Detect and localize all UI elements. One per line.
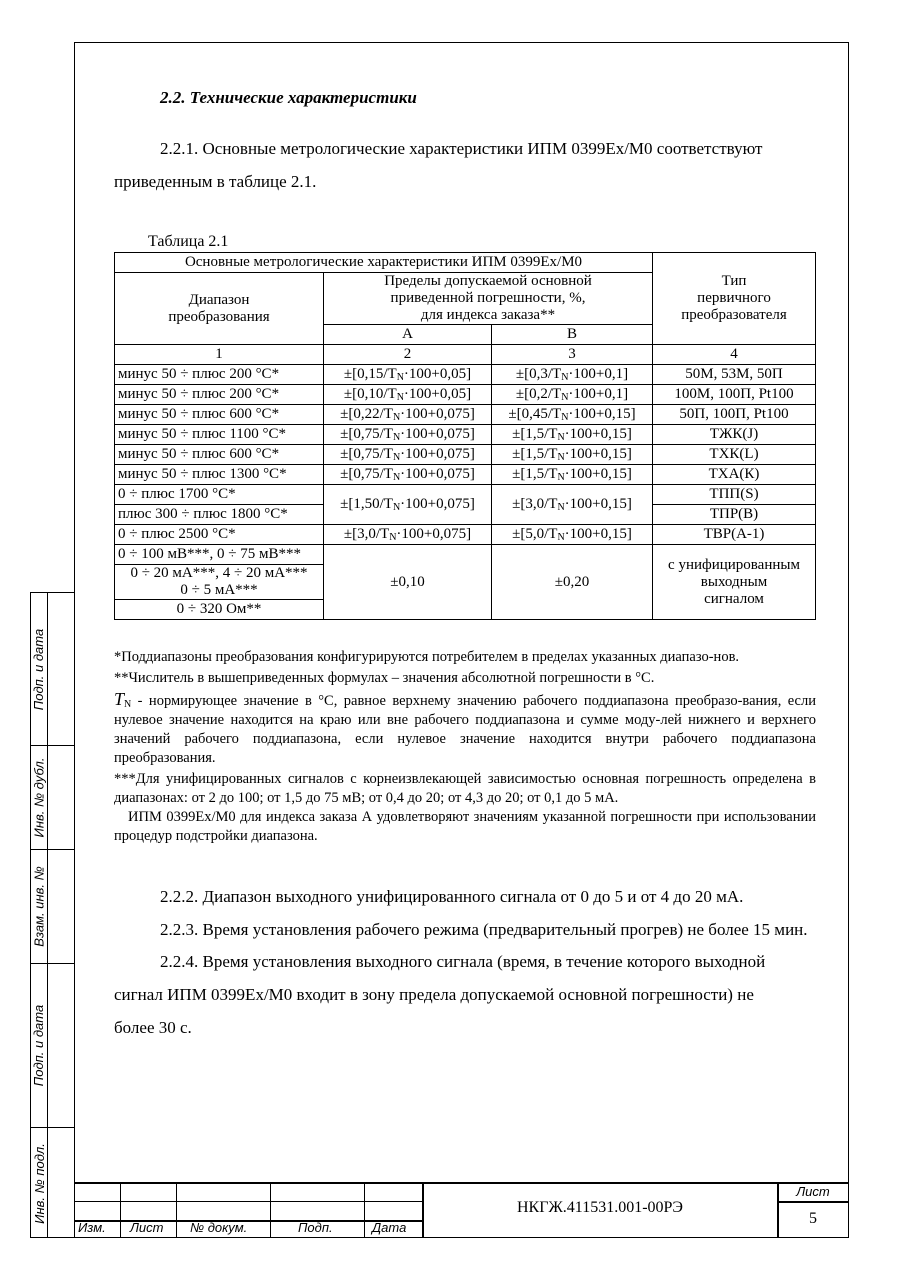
- side-label-orig-inv: Инв. № подл.: [31, 1142, 47, 1224]
- label-izm: Изм.: [78, 1220, 106, 1235]
- header-limits: Пределы допускаемой основной приведенной погрешности, %, для индекса заказа**: [324, 273, 653, 325]
- section-heading: 2.2. Технические характеристики: [160, 88, 417, 107]
- table-row: минус 50 ÷ плюс 200 °С* $\pm[0,15/T_N\cdot 100+0,05]$ $\pm[0,3/T_N\cdot 100+0,1]$ 50М, 53М, 50П: [115, 365, 816, 385]
- table-row: минус 50 ÷ плюс 600 °С* $\pm[0,22/T_N\cdot 100+0,075]$ $\pm[0,45/T_N\cdot 100+0,15]$ 50П, 100П, Pt100: [115, 405, 816, 425]
- table-number-row: 1 2 3 4: [115, 345, 816, 365]
- header-index-a: А: [324, 325, 492, 345]
- table-title: Основные метрологические характеристики ИПМ 0399Ex/М0: [115, 253, 653, 273]
- paragraph-2-2-3: 2.2.3. Время установления рабочего режима (предварительный прогрев) не более 15 мин.: [160, 920, 808, 939]
- table-row: минус 50 ÷ плюс 200 °С* $\pm[0,10/T_N\cdot 100+0,05]$ $\pm[0,2/T_N\cdot 100+0,1]$ 100М, 100П, Pt100: [115, 385, 816, 405]
- paragraph-2-2-2: 2.2.2. Диапазон выходного унифицированного сигнала от 0 до 5 и от 4 до 20 мА.: [160, 887, 744, 906]
- table-row: 0 ÷ плюс 1700 °С* $\pm[1,50/T_N\cdot 100+0,075]$ $\pm[3,0/T_N\cdot 100+0,15]$ ТПП(S): [115, 485, 816, 505]
- side-label-sign-date-1: Подп. и дата: [31, 628, 47, 710]
- table-row: 0 ÷ плюс 2500 °С* $\pm[3,0/T_N\cdot 100+0,075]$ $\pm[5,0/T_N\cdot 100+0,15]$ ТВР(А-1): [115, 525, 816, 545]
- table-caption: Таблица 2.1: [148, 233, 229, 250]
- paragraph-2-2-1-line2: приведенным в таблице 2.1.: [114, 172, 317, 191]
- note-1: *Поддиапазоны преобразования конфигурируются потребителем в пределах указанных диапазо-нов.: [114, 649, 740, 665]
- title-block: [74, 1182, 849, 1238]
- paragraph-2-2-4-line3: более 30 с.: [114, 1018, 192, 1037]
- header-type: Тип первичного преобразователя: [653, 253, 816, 345]
- paragraph-2-2-4-line1: 2.2.4. Время установления выходного сигнала (время, в течение которого выходной: [160, 952, 766, 971]
- label-dokum: № докум.: [190, 1220, 248, 1235]
- side-label-dup-inv: Инв. № дубл.: [31, 757, 47, 837]
- note-4: ***Для унифицированных сигналов с корнеизвлекающей зависимостью основная погрешность определена в диапазонах: от 2 до 100; от 1,5 до 75 мВ; от 0,4 до 20; от 4,3 до 20; от 0,1 до 5 мА.: [114, 771, 816, 806]
- note-5: ИПМ 0399Ex/М0 для индекса заказа А удовлетворяют значениям указанной погрешности при использовании процедур подстройки диапазона.: [114, 809, 816, 844]
- label-data: Дата: [372, 1220, 407, 1235]
- metrology-table: [114, 252, 816, 620]
- document-designation: НКГЖ.411531.001-00РЭ: [516, 1199, 683, 1216]
- paragraph-2-2-4-line2: сигнал ИПМ 0399Ex/М0 входит в зону предела допускаемой основной погрешности) не: [114, 985, 754, 1004]
- note-3: $T_N$ - нормирующее значение в °С, равное верхнему значению рабочего поддиапазона преобразо-вания, если нулевое значение находится на краю или вне рабочего поддиапазона и сумме моду-лей нижнего и верхнего значений рабочего поддиапазона, если нулевое значение находится внутри рабочего поддиапазона преобразования.: [114, 689, 816, 766]
- table-notes: [114, 648, 816, 846]
- header-range: Диапазон преобразования: [115, 273, 324, 345]
- side-label-sign-date-2: Подп. и дата: [31, 1004, 47, 1086]
- sheet-label: Лист: [796, 1184, 830, 1199]
- table-row: плюс 300 ÷ плюс 1800 °С* ТПР(В): [115, 505, 816, 525]
- note-2: **Числитель в вышеприведенных формулах – значения абсолютной погрешности в °С.: [114, 670, 655, 686]
- table-row: 0 ÷ 100 мВ***, 0 ÷ 75 мВ*** ±0,10 ±0,20 с унифицированным выходным сигналом: [115, 545, 816, 565]
- page-frame: [74, 42, 849, 1238]
- sheet-number: 5: [809, 1210, 817, 1227]
- table-row: минус 50 ÷ плюс 1300 °С* $\pm[0,75/T_N\cdot 100+0,075]$ $\pm[1,5/T_N\cdot 100+0,15]$ ТХА(К): [115, 465, 816, 485]
- side-stamp-block: [30, 592, 74, 1238]
- paragraph-2-2-1-line1: 2.2.1. Основные метрологические характеристики ИПМ 0399Ex/М0 соответствуют: [160, 139, 763, 158]
- side-label-replace-inv: Взам. инв. №: [31, 865, 47, 947]
- label-podp: Подп.: [298, 1220, 333, 1235]
- header-index-b: В: [492, 325, 653, 345]
- table-row: 0 ÷ 20 мА***, 4 ÷ 20 мА*** 0 ÷ 5 мА***: [115, 565, 816, 600]
- table-row: 0 ÷ 320 Ом**: [115, 600, 816, 620]
- table-row: минус 50 ÷ плюс 1100 °С* $\pm[0,75/T_N\cdot 100+0,075]$ $\pm[1,5/T_N\cdot 100+0,15]$ ТЖК(J): [115, 425, 816, 445]
- label-list: Лист: [130, 1220, 164, 1235]
- table-row: минус 50 ÷ плюс 600 °С* $\pm[0,75/T_N\cdot 100+0,075]$ $\pm[1,5/T_N\cdot 100+0,15]$ ТХК(L): [115, 445, 816, 465]
